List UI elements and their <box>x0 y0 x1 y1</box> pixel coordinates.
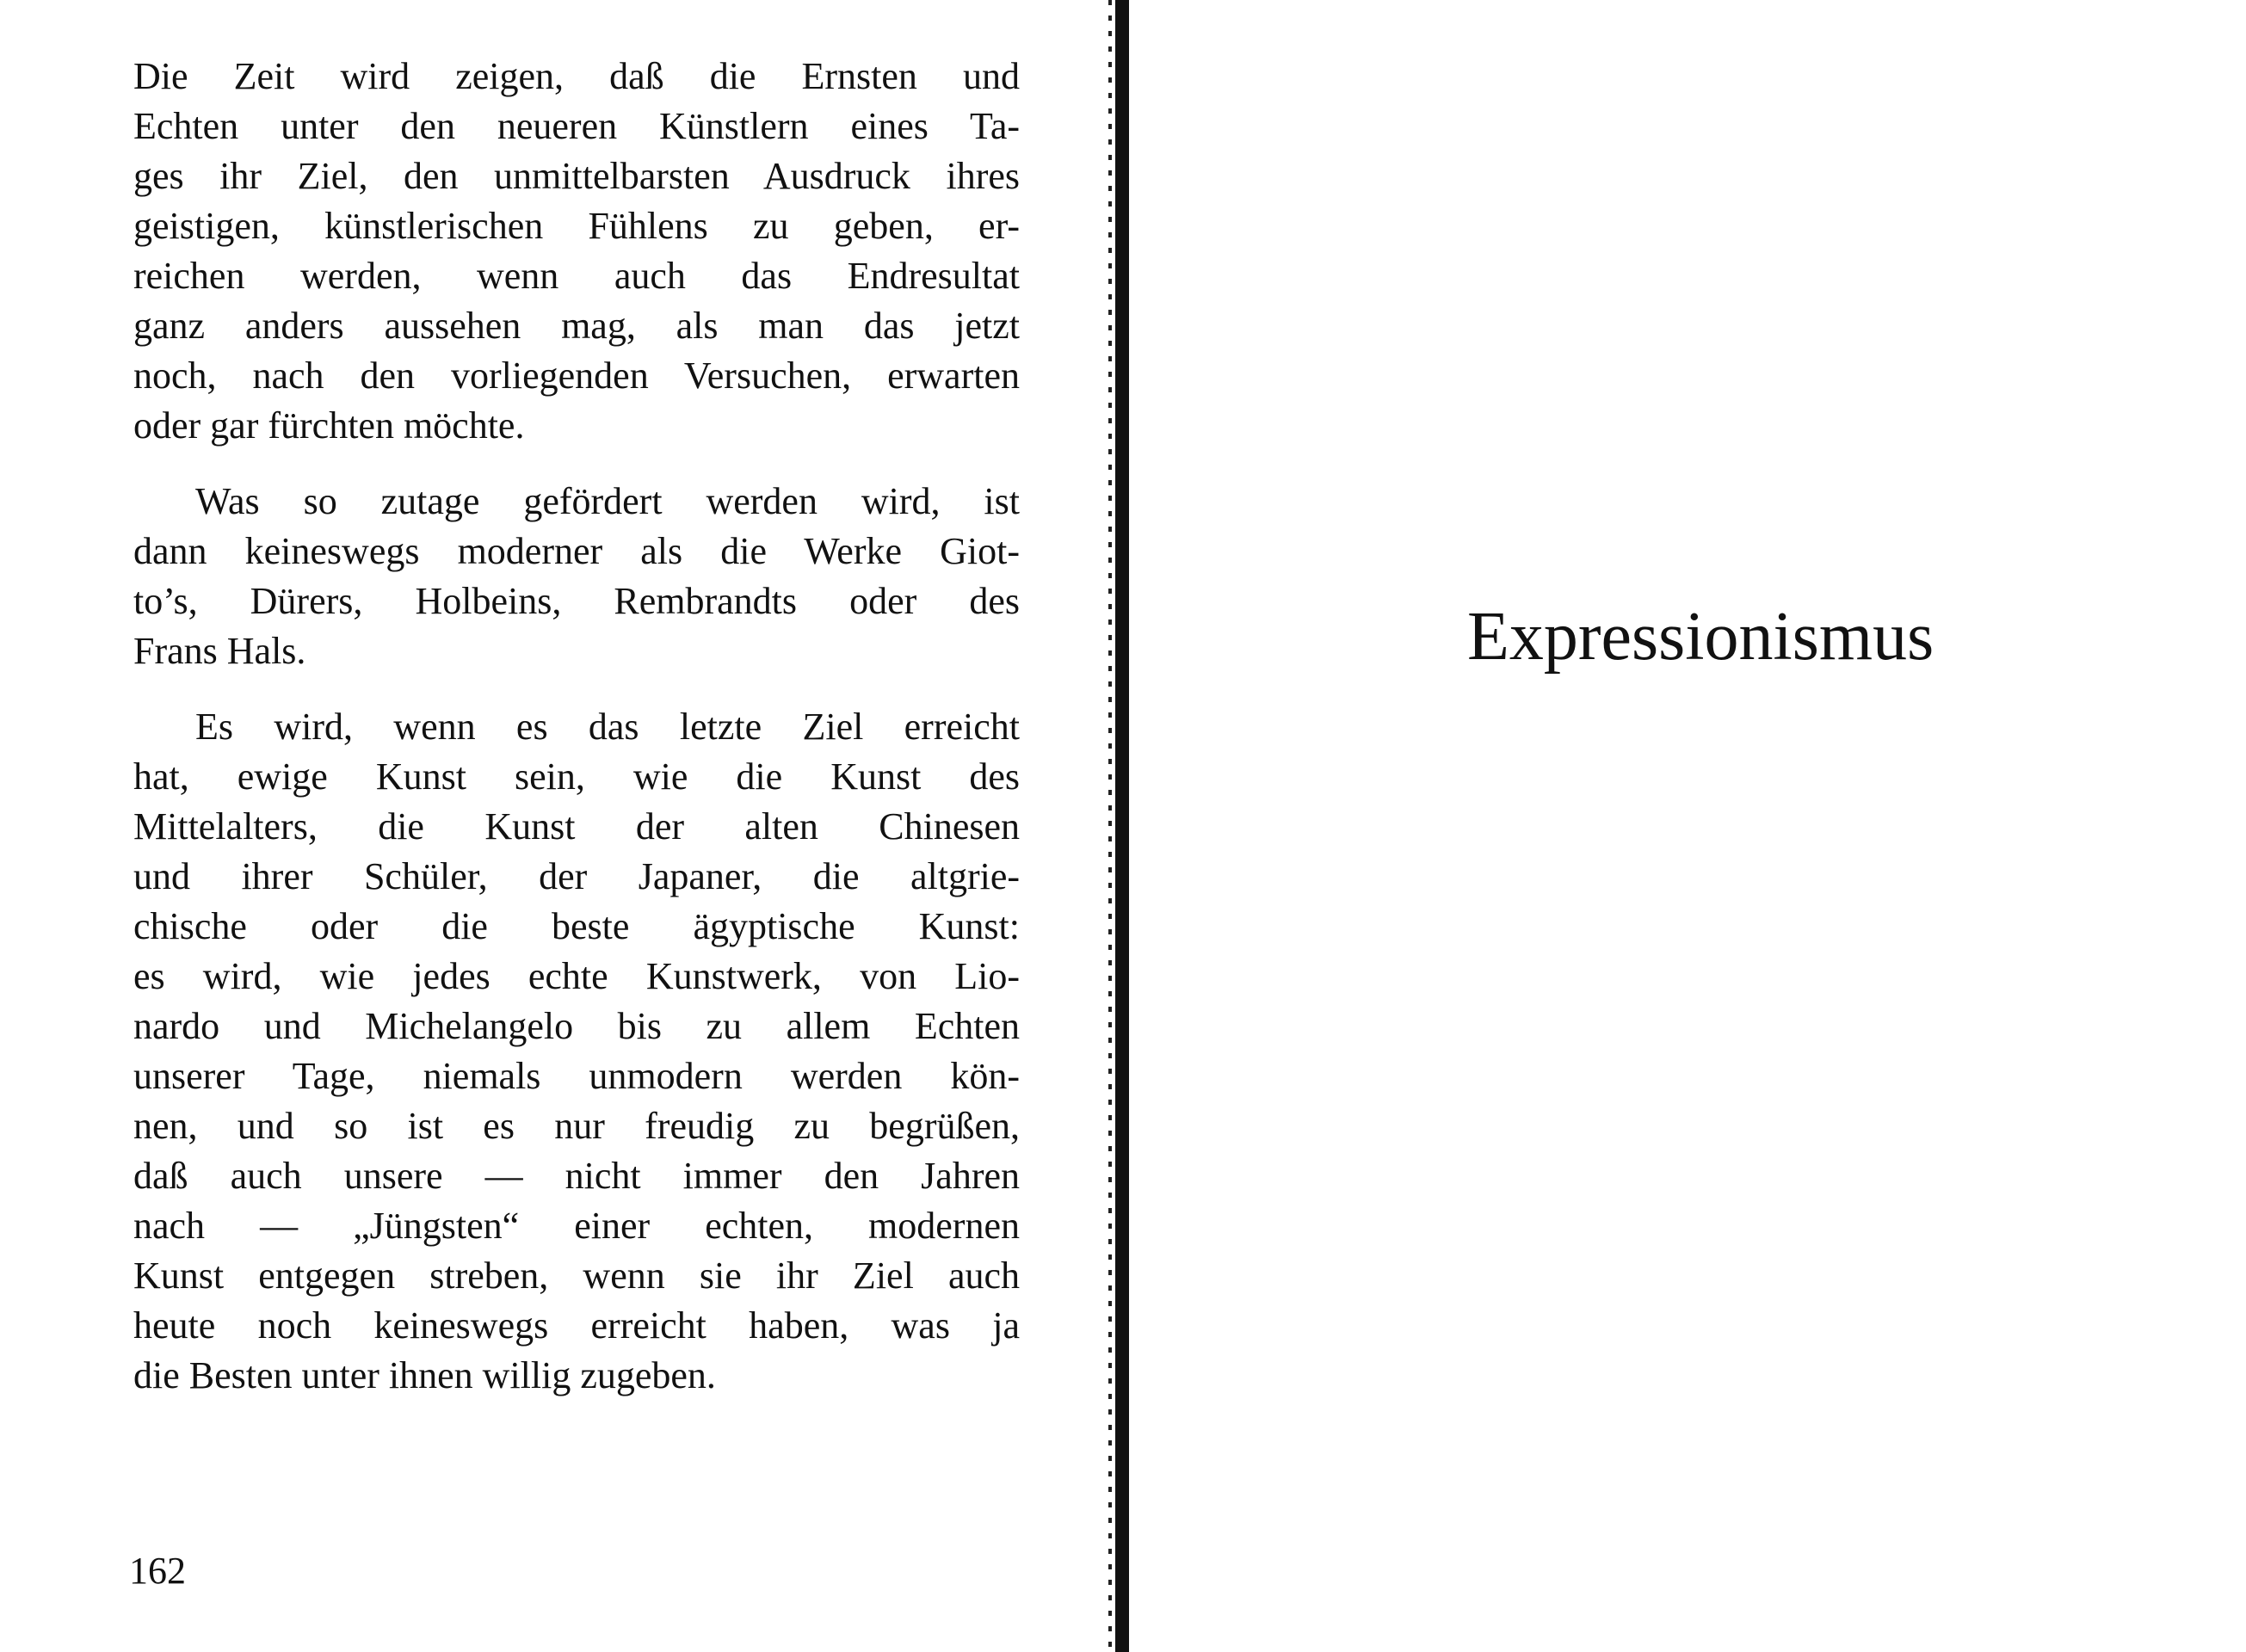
text-line: nardo und Michelangelo bis zu allem Echten <box>133 1005 1020 1047</box>
text-line: Echten unter den neueren Künstlern eines Ta- <box>133 105 1020 147</box>
text-line: dann keineswegs moderner als die Werke Giot- <box>133 530 1020 572</box>
text-line: Die Zeit wird zeigen, daß die Ernsten und <box>133 55 1020 97</box>
text-line: Mittelalters, die Kunst der alten Chinesen <box>133 805 1020 848</box>
text-line: daß auch unsere — nicht immer den Jahren <box>133 1155 1020 1197</box>
text-line: to’s, Dürers, Holbeins, Rembrandts oder des <box>133 580 1020 622</box>
text-line: ganz anders aussehen mag, als man das jetzt <box>133 305 1020 347</box>
text-line: es wird, wie jedes echte Kunstwerk, von Lio- <box>133 955 1020 997</box>
text-line: und ihrer Schüler, der Japaner, die altgrie- <box>133 855 1020 897</box>
text-line: ges ihr Ziel, den unmittelbarsten Ausdruck ihres <box>133 155 1020 197</box>
page-number: 162 <box>129 1550 186 1592</box>
binding-shadow <box>1115 0 1129 1652</box>
body-text <box>133 52 1020 1401</box>
text-line: Es wird, wenn es das letzte Ziel erreicht <box>195 706 1020 748</box>
text-line: hat, ewige Kunst sein, wie die Kunst des <box>133 755 1020 798</box>
text-line: Was so zutage gefördert werden wird, ist <box>195 480 1020 522</box>
text-line: oder gar fürchten möchte. <box>133 404 525 447</box>
text-line: noch, nach den vorliegenden Versuchen, erwarten <box>133 354 1020 397</box>
text-line: unserer Tage, niemals unmodern werden kön- <box>133 1055 1020 1097</box>
paragraph-gap <box>133 451 1020 477</box>
text-line: geistigen, künstlerischen Fühlens zu geben, er- <box>133 205 1020 247</box>
text-line: Kunst entgegen streben, wenn sie ihr Ziel auch <box>133 1254 1020 1297</box>
text-line: Frans Hals. <box>133 630 306 672</box>
text-line: chische oder die beste ägyptische Kunst: <box>133 905 1020 947</box>
left-page <box>0 0 1110 1652</box>
right-page <box>1134 0 2246 1652</box>
text-line: nen, und so ist es nur freudig zu begrüßen, <box>133 1105 1020 1147</box>
paragraph-gap <box>133 676 1020 702</box>
text-line: reichen werden, wenn auch das Endresultat <box>133 255 1020 297</box>
chapter-title: Expressionismus <box>1467 599 1934 675</box>
text-line: heute noch keineswegs erreicht haben, was ja <box>133 1304 1020 1347</box>
text-line: die Besten unter ihnen willig zugeben. <box>133 1354 716 1396</box>
binding-edge <box>1108 0 1112 1652</box>
text-line: nach — „Jüngsten“ einer echten, modernen <box>133 1205 1020 1247</box>
